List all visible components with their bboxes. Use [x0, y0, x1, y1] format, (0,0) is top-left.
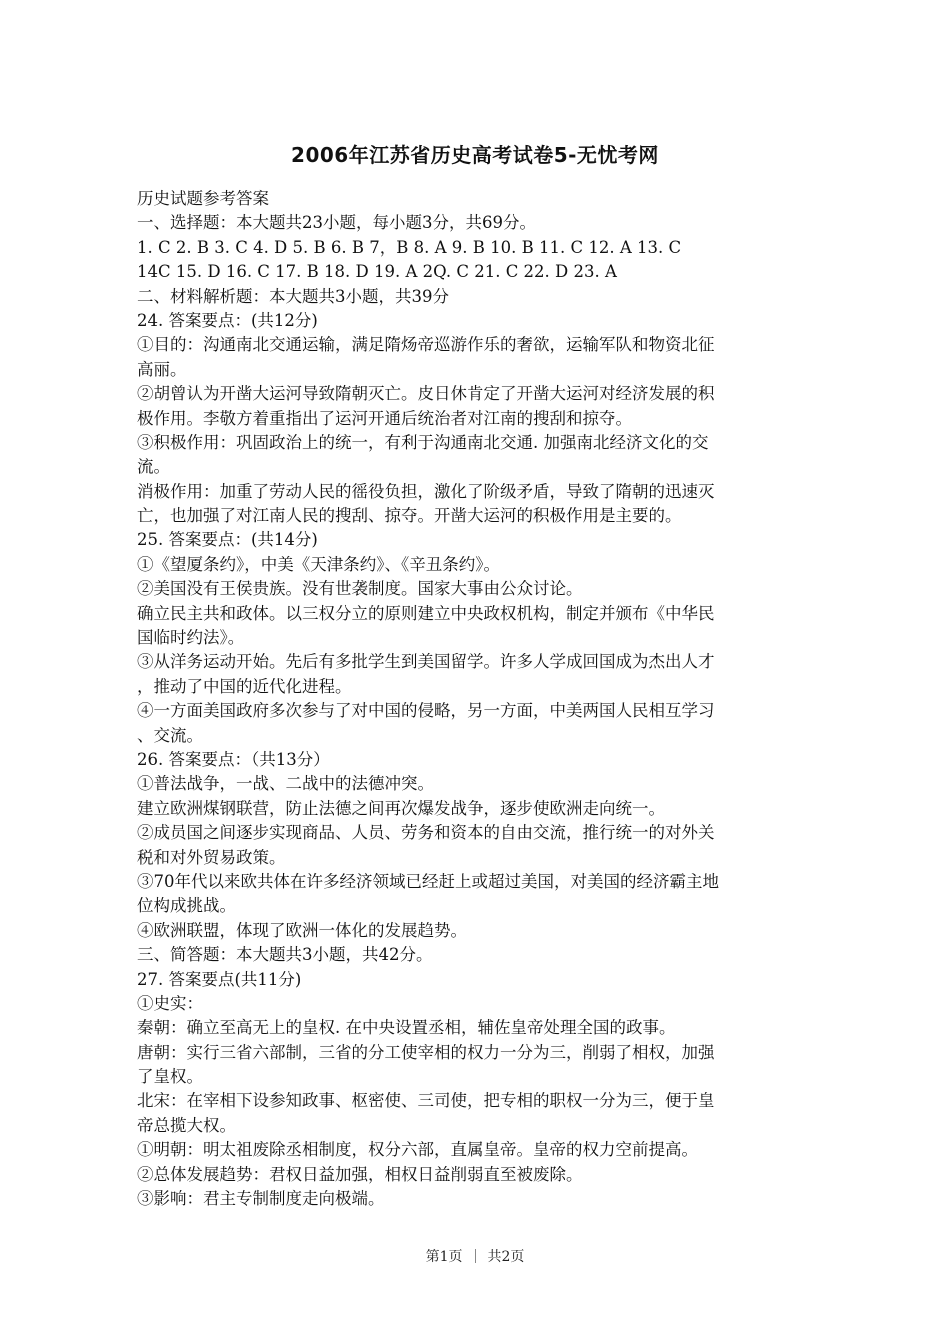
text-line: ②美国没有王侯贵族。没有世袭制度。国家大事由公众讨论。	[137, 579, 583, 599]
document-body	[137, 187, 812, 1211]
text-line: 一、选择题：本大题共23小题，每小题3分，共69分。	[137, 213, 536, 233]
text-line: ①史实：	[137, 993, 203, 1013]
text-line: 27. 答案要点(共11分)	[137, 969, 302, 989]
text-line: 税和对外贸易政策。	[137, 847, 286, 867]
text-line: 流。	[137, 457, 170, 477]
page-total: 共2页	[487, 1249, 525, 1265]
text-line: ，推动了中国的近代化进程。	[137, 676, 352, 696]
text-line: 高丽。	[137, 359, 187, 379]
text-line: ②总体发展趋势：君权日益加强，相权日益削弱直至被废除。	[137, 1164, 583, 1184]
text-line: 二、材料解析题：本大题共3小题，共39分	[137, 286, 449, 306]
text-line: 了皇权。	[137, 1067, 203, 1087]
text-line: ③从洋务运动开始。先后有多批学生到美国留学。许多人学成回国成为杰出人才	[137, 652, 715, 672]
text-line: 建立欧洲煤钢联营，防止法德之间再次爆发战争，逐步使欧洲走向统一。	[137, 798, 665, 818]
text-line: 唐朝：实行三省六部制，三省的分工使宰相的权力一分为三，削弱了相权，加强	[137, 1042, 715, 1062]
text-line: ③积极作用：巩固政治上的统一，有利于沟通南北交通. 加强南北经济文化的交	[137, 432, 709, 452]
text-line: ①普法战争，一战、二战中的法德冲突。	[137, 774, 434, 794]
text-line: 北宋：在宰相下设参知政事、枢密使、三司使，把专相的职权一分为三，便于皇	[137, 1091, 715, 1111]
text-line: 三、简答题：本大题共3小题，共42分。	[137, 945, 433, 965]
text-line: 确立民主共和政体。以三权分立的原则建立中央政权机构，制定并颁布《中华民	[137, 603, 715, 623]
footer-divider	[475, 1249, 476, 1263]
page-footer	[0, 1246, 950, 1266]
text-line: 亡，也加强了对江南人民的搜刮、掠夺。开凿大运河的积极作用是主要的。	[137, 506, 682, 526]
text-line: ①《望厦条约》，中美《天津条约》、《辛丑条约》。	[137, 554, 500, 574]
text-line: ①明朝：明太祖废除丞相制度，权分六部，直属皇帝。皇帝的权力空前提高。	[137, 1140, 698, 1160]
document-title: 2006年江苏省历史高考试卷5-无忧考网	[291, 143, 659, 167]
text-line: ①目的：沟通南北交通运输，满足隋炀帝巡游作乐的奢欲，运输军队和物资北征	[137, 335, 715, 355]
text-line: 极作用。李敬方着重指出了运河开通后统治者对江南的搜刮和掠夺。	[137, 408, 632, 428]
text-line: 1. C 2. B 3. C 4. D 5. B 6. B 7，B 8. A 9. B 10. B 11. C 12. A 13. C	[137, 237, 682, 257]
text-line: ④欧洲联盟，体现了欧洲一体化的发展趋势。	[137, 920, 467, 940]
text-line: ②胡曾认为开凿大运河导致隋朝灭亡。皮日休肯定了开凿大运河对经济发展的积	[137, 384, 715, 404]
text-line: ②成员国之间逐步实现商品、人员、劳务和资本的自由交流，推行统一的对外关	[137, 823, 715, 843]
page-current: 第1页	[425, 1249, 463, 1265]
text-line: 位构成挑战。	[137, 896, 236, 916]
text-line: 24. 答案要点：(共12分)	[137, 310, 318, 330]
text-line: ③70年代以来欧共体在许多经济领域已经赶上或超过美国，对美国的经济霸主地	[137, 871, 719, 891]
text-line: 历史试题参考答案	[137, 189, 269, 208]
text-line: 25. 答案要点：(共14分)	[137, 530, 318, 550]
text-line: 、交流。	[137, 725, 203, 745]
text-line: 消极作用：加重了劳动人民的徭役负担，激化了阶级矛盾，导致了隋朝的迅速灭	[137, 481, 715, 501]
text-line: 帝总揽大权。	[137, 1115, 236, 1135]
text-line: 秦朝：确立至高无上的皇权. 在中央设置丞相，辅佐皇帝处理全国的政事。	[137, 1018, 676, 1038]
text-line: ③影响：君主专制制度走向极端。	[137, 1189, 385, 1209]
text-line: ④一方面美国政府多次参与了对中国的侵略，另一方面，中美两国人民相互学习	[137, 701, 715, 721]
text-line: 26. 答案要点：（共13分）	[137, 749, 330, 769]
text-line: 14C 15. D 16. C 17. B 18. D 19. A 2Q. C 21. C 22. D 23. A	[137, 262, 617, 282]
text-line: 国临时约法》。	[137, 628, 245, 648]
